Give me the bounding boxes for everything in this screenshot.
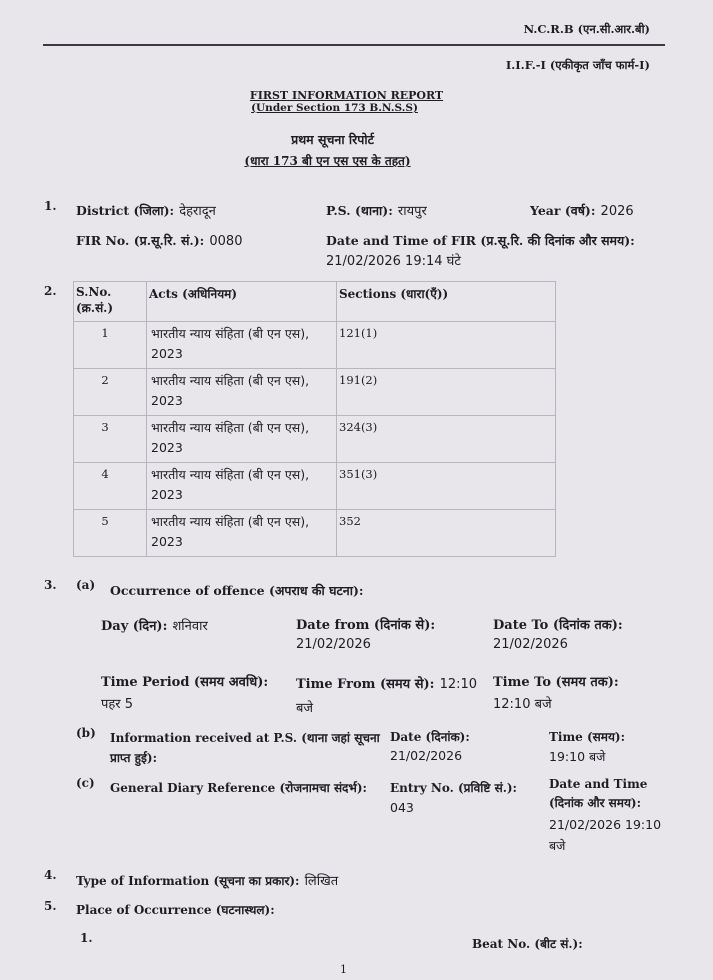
district-label: District (जिला): (76, 203, 175, 218)
table-row (74, 510, 556, 557)
sections-header (337, 282, 556, 322)
sub-a: (a) (76, 578, 96, 592)
info-received-label: Information received at P.S. (थाना जहां सूचना प्राप्त हुई): (110, 731, 380, 765)
info-date-value: 21/02/2026 (390, 748, 463, 763)
sec4-num: 4. (44, 868, 57, 882)
title-en-text: FIRST INFORMATION REPORT (249, 89, 444, 102)
acts-header (147, 282, 337, 322)
title-hi (0, 131, 713, 148)
time-to-value: 12:10 बजे (493, 697, 552, 712)
row-act: भारतीय न्याय संहिता (बी एन एस), 2023 (151, 420, 310, 455)
time-from (296, 672, 486, 720)
table-row (74, 416, 556, 463)
row-act: भारतीय न्याय संहिता (बी एन एस), 2023 (151, 467, 310, 502)
year (530, 200, 634, 219)
time-period-label: Time Period (समय अवधि): (101, 675, 269, 690)
place-label: Place of Occurrence (घटनास्थल): (76, 903, 275, 917)
info-type (76, 870, 338, 889)
fir-datetime (326, 230, 635, 249)
day-value: शनिवार (172, 619, 208, 634)
row-act: भारतीय न्याय संहिता (बी एन एस), 2023 (151, 326, 310, 361)
row-sno: 1 (101, 326, 109, 340)
table-row (74, 463, 556, 510)
ps-label: P.S. (थाना): (326, 203, 393, 218)
year-label: Year (वर्ष): (530, 203, 596, 218)
date-to-value: 21/02/2026 (493, 637, 568, 652)
beat-no-label: Beat No. (बीट सं.): (472, 937, 583, 951)
row-sno: 4 (101, 467, 109, 481)
gd-dt-value: 21/02/2026 19:10 बजे (549, 817, 662, 853)
district (76, 200, 216, 219)
day-label: Day (दिन): (101, 619, 168, 634)
info-type-value: लिखित (304, 874, 339, 889)
table-row (74, 369, 556, 416)
title-hi-sub (0, 152, 713, 169)
acts-header-text: Acts (अधिनियम) (149, 287, 238, 301)
sub-b: (b) (76, 726, 96, 740)
occurrence-label: Occurrence of offence (अपराध की घटना): (110, 583, 364, 598)
row-section: 191(2) (339, 373, 378, 387)
gd-ref-label: General Diary Reference (रोजनामचा संदर्भ): (110, 781, 367, 795)
acts-table (73, 281, 556, 557)
row-section: 352 (339, 514, 361, 528)
row-section: 121(1) (339, 326, 378, 340)
row-section: 351(3) (339, 467, 378, 481)
sections-header-text: Sections (धारा(एँ)) (339, 287, 449, 301)
page-number-text: 1 (340, 963, 347, 976)
fir-value: 0080 (209, 234, 243, 249)
title-en (0, 89, 713, 102)
table-row (74, 322, 556, 369)
title-en-sub-text: (Under Section 173 B.N.S.S) (251, 102, 418, 114)
row-act: भारतीय न्याय संहिता (बी एन एस), 2023 (151, 373, 310, 408)
title-hi-sub-text: (धारा 173 बी एन एस एस के तहत) (244, 154, 411, 168)
sec2-num: 2. (44, 284, 57, 298)
acts-header-row (74, 282, 556, 322)
ncrb-header: N.C.R.B (एन.सी.आर.बी) (523, 22, 650, 36)
time-period-value: पहर 5 (101, 697, 134, 712)
row-act: भारतीय न्याय संहिता (बी एन एस), 2023 (151, 514, 310, 549)
date-from-label: Date from (दिनांक से): (296, 618, 436, 633)
police-station (326, 200, 427, 219)
fir-dt-label: Date and Time of FIR (प्र.सू.रि. की दिनांक और समय): (326, 233, 635, 248)
form-id: I.I.F.-I (एकीकृत जाँच फार्म-I) (505, 58, 650, 72)
row-section: 324(3) (339, 420, 378, 434)
time-from-value: 12:10 बजे (296, 677, 478, 716)
date-from-value: 21/02/2026 (296, 637, 371, 652)
title-hi-text: प्रथम सूचना रिपोर्ट (291, 132, 374, 147)
district-value: देहरादून (179, 204, 216, 219)
sec1-num: 1. (44, 199, 57, 213)
info-date-label: Date (दिनांक): (390, 730, 470, 744)
fir-no (76, 230, 242, 249)
fir-dt-value: 21/02/2026 19:14 घंटे (326, 254, 461, 269)
sec5-num: 5. (44, 899, 57, 913)
entry-no-value: 043 (390, 800, 414, 815)
date-to-label: Date To (दिनांक तक): (493, 618, 623, 633)
info-time-label: Time (समय): (549, 730, 626, 744)
row-sno: 5 (101, 514, 109, 528)
info-time-value: 19:10 बजे (549, 749, 606, 764)
sno-header (74, 282, 147, 322)
fir-label: FIR No. (प्र.सू.रि. सं.): (76, 233, 205, 248)
place-sub-num: 1. (80, 931, 93, 945)
time-from-label: Time From (समय से): (296, 677, 435, 692)
title-en-sub (0, 102, 713, 114)
sno-header-text: S.No. (क्र.सं.) (76, 285, 114, 315)
row-sno: 3 (101, 420, 109, 434)
sec3-num: 3. (44, 578, 57, 592)
entry-no-label: Entry No. (प्रविष्टि सं.): (390, 781, 517, 795)
page-number (0, 963, 713, 976)
year-value: 2026 (600, 204, 634, 219)
sub-c: (c) (76, 776, 95, 790)
header-divider (43, 44, 665, 46)
info-type-label: Type of Information (सूचना का प्रकार): (76, 874, 300, 888)
ps-value: रायपुर (397, 204, 427, 219)
gd-dt-label: Date and Time (दिनांक और समय): (549, 777, 648, 810)
day (101, 615, 208, 634)
row-sno: 2 (101, 373, 109, 387)
time-to-label: Time To (समय तक): (493, 675, 619, 690)
